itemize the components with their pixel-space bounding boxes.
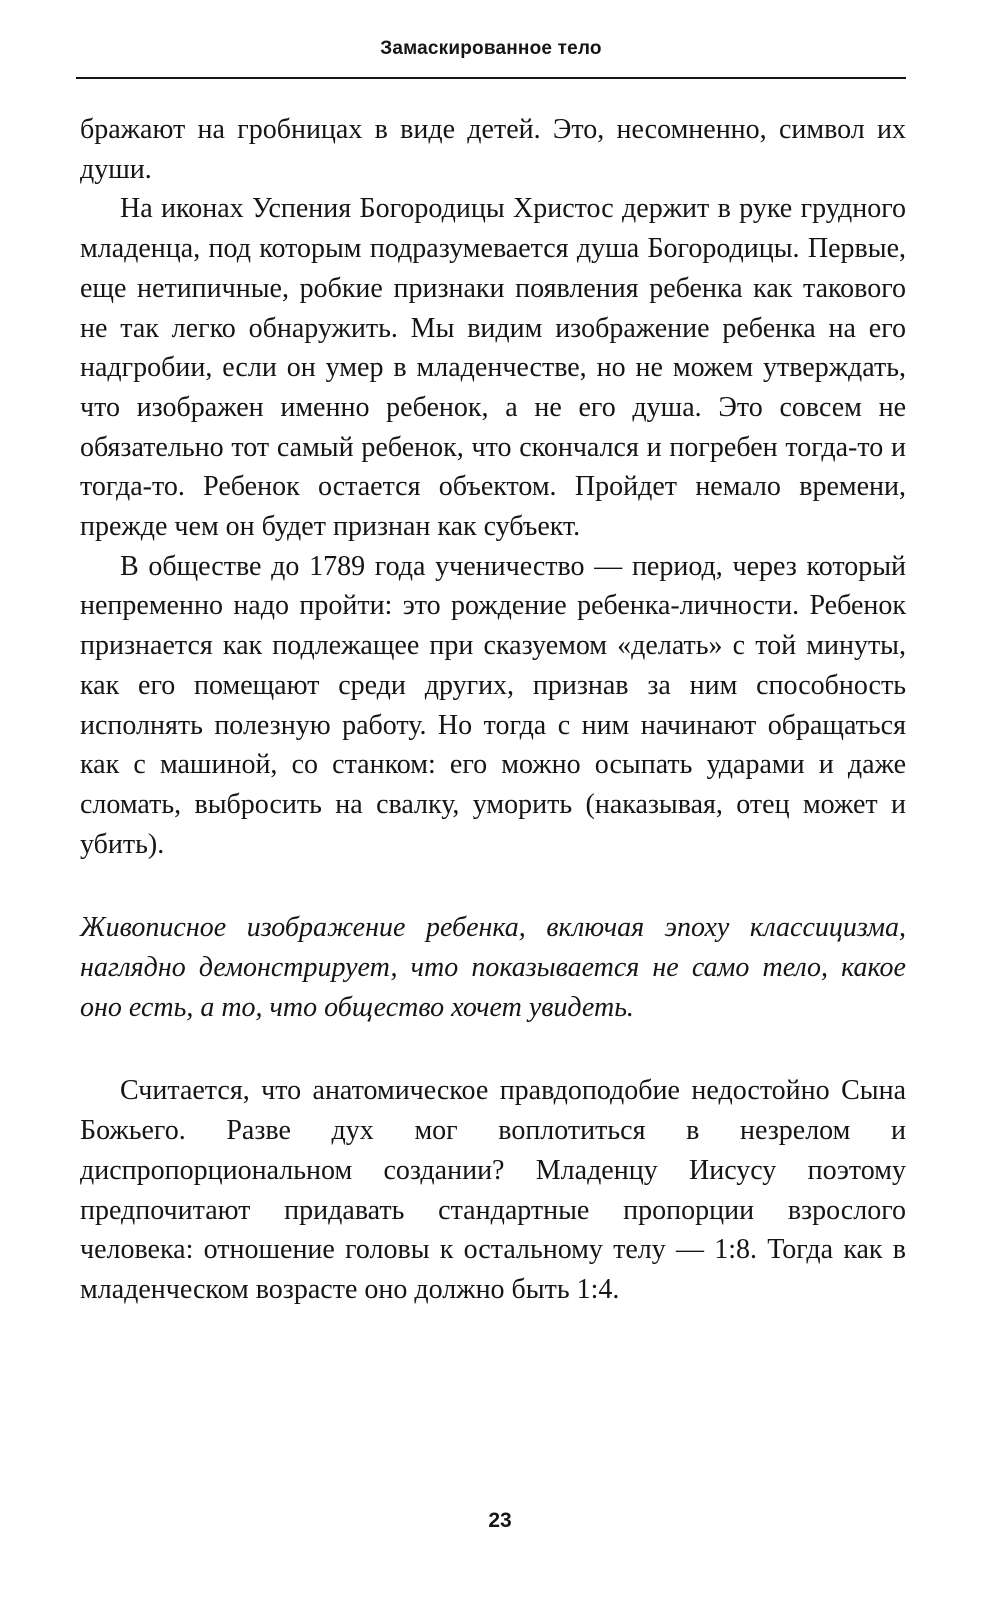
running-header: Замаскированное тело [380,38,602,59]
italic-highlight: Живописное изображение ребенка, включая эпоху классицизма, наглядно демонстрирует, что показывается не само тело, какое оно есть, а то, что общество хочет увидеть. [80,912,906,1023]
header-rule [76,77,906,79]
paragraph-anatomy: Считается, что анатомическое правдоподобие недостойно Сына Божьего. Разве дух мог воплотиться в незрелом и диспропорциональном создании? Младенцу Иисусу поэтому предпочитают придавать стандартные пропорции взрослого человека: отношение головы к остальному телу — 1:8. Тогда как в младенческом возрасте оно должно быть 1:4. [80,1075,906,1305]
paragraph-icons: На иконах Успения Богородицы Христос держит в руке грудного младенца, под которым подразумевается душа Богородицы. Первые, еще нетипичные, робкие признаки появления ребенка как такового не так легко обнаружить. Мы видим изображение ребенка на его надгробии, если он умер в младенчестве, но не можем утверждать, что изображен именно ребенок, а не его душа. Это совсем не обязательно тот самый ребенок, что скончался и погребен тогда-то и тогда-то. Ребенок остается объектом. Пройдет немало времени, прежде чем он будет признан как субъект. [80,193,906,543]
page-body [80,110,906,1310]
page-number: 23 [488,1509,512,1532]
paragraph-continuation: бражают на гробницах в виде детей. Это, несомненно, символ их души. [80,114,906,185]
paragraph-apprenticeship: В обществе до 1789 года ученичество — период, через который непременно надо пройти: это рождение ребенка-личности. Ребенок признается как подлежащее при сказуемом «делать» с той минуты, как его помещают среди других, признав за ним способность исполнять полезную работу. Но тогда с ним начинают обращаться как с машиной, со станком: его можно осыпать ударами и даже сломать, выбросить на свалку, уморить (наказывая, отец может и убить). [80,550,906,860]
